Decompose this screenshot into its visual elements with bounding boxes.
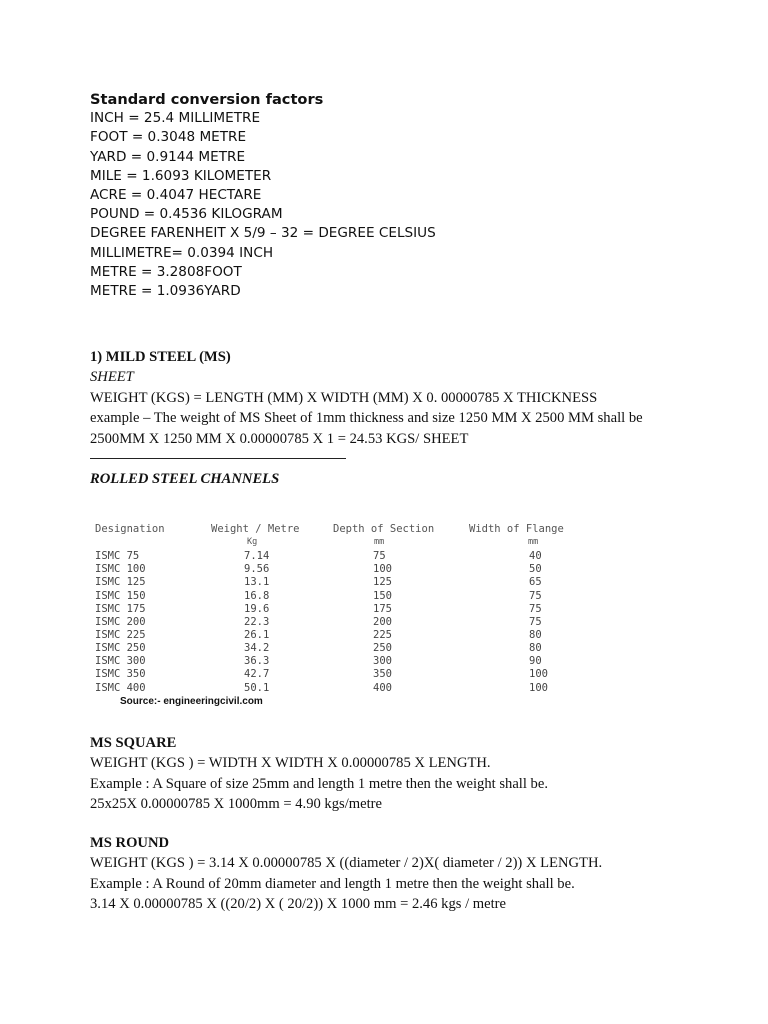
conversion-line: POUND = 0.4536 KILOGRAM: [90, 206, 283, 223]
sheet-example-line: example – The weight of MS Sheet of 1mm thickness and size 1250 MM X 2500 MM shall be: [90, 410, 643, 427]
cell-depth: 75: [373, 550, 386, 562]
conversion-line: FOOT = 0.3048 METRE: [90, 129, 247, 146]
cell-designation: ISMC 300: [95, 655, 146, 667]
cell-weight: 42.7: [244, 668, 270, 680]
conversion-section: [90, 90, 436, 301]
table-row: [89, 668, 589, 681]
mild-steel-section: [90, 347, 643, 449]
table-row: [89, 576, 589, 589]
cell-flange: 75: [529, 590, 542, 602]
cell-designation: ISMC 150: [95, 590, 146, 602]
ms-round-calc: 3.14 X 0.00000785 X ((20/2) X ( 20/2)) X 1000 mm = 2.46 kgs / metre: [90, 896, 507, 913]
conversion-line: METRE = 1.0936YARD: [90, 283, 241, 300]
cell-depth: 125: [373, 576, 392, 588]
cell-depth: 225: [373, 629, 392, 641]
cell-depth: 400: [373, 682, 392, 694]
column-header: Designation: [95, 523, 165, 535]
cell-weight: 50.1: [244, 682, 270, 694]
unit-label: Kg: [247, 537, 258, 547]
channels-heading: ROLLED STEEL CHANNELS: [90, 471, 280, 487]
cell-depth: 350: [373, 668, 392, 680]
cell-designation: ISMC 100: [95, 563, 146, 575]
cell-weight: 7.14: [244, 550, 270, 562]
cell-flange: 75: [529, 603, 542, 615]
table-row: [89, 629, 589, 642]
ms-square-example: Example : A Square of size 25mm and length 1 metre then the weight shall be.: [90, 775, 548, 792]
table-row: [89, 550, 589, 563]
cell-designation: ISMC 175: [95, 603, 146, 615]
unit-label: mm: [374, 537, 385, 547]
cell-weight: 34.2: [244, 642, 270, 654]
cell-weight: 16.8: [244, 590, 270, 602]
conversion-line: METRE = 3.2808FOOT: [90, 263, 242, 280]
cell-designation: ISMC 250: [95, 642, 146, 654]
ms-square-calc: 25x25X 0.00000785 X 1000mm = 4.90 kgs/metre: [90, 796, 382, 813]
ms-square-section: [90, 733, 548, 815]
conversion-line: DEGREE FARENHEIT X 5/9 – 32 = DEGREE CELSIUS: [90, 225, 436, 242]
cell-designation: ISMC 350: [95, 668, 146, 680]
column-header: Depth of Section: [333, 523, 435, 535]
table-row: [89, 616, 589, 629]
cell-flange: 100: [529, 668, 548, 680]
cell-weight: 19.6: [244, 603, 270, 615]
cell-depth: 300: [373, 655, 392, 667]
column-header: Width of Flange: [469, 523, 564, 535]
section-divider: [90, 458, 346, 459]
ms-round-heading: MS ROUND: [90, 835, 170, 851]
cell-weight: 26.1: [244, 629, 270, 641]
column-header: Weight / Metre: [211, 523, 300, 535]
cell-weight: 22.3: [244, 616, 270, 628]
table-row: [89, 590, 589, 603]
channels-section: [90, 469, 279, 489]
table-source: Source:- engineeringcivil.com: [120, 696, 263, 707]
cell-flange: 50: [529, 563, 542, 575]
table-header-row: [89, 523, 589, 536]
cell-depth: 175: [373, 603, 392, 615]
cell-depth: 200: [373, 616, 392, 628]
mild-steel-heading: 1) MILD STEEL (MS): [90, 349, 231, 365]
ms-square-heading: MS SQUARE: [90, 735, 177, 751]
cell-flange: 80: [529, 629, 542, 641]
cell-depth: 150: [373, 590, 392, 602]
table-row: [89, 563, 589, 576]
conversion-line: ACRE = 0.4047 HECTARE: [90, 187, 262, 204]
unit-label: mm: [528, 537, 539, 547]
table-row: [89, 655, 589, 668]
cell-flange: 65: [529, 576, 542, 588]
cell-flange: 40: [529, 550, 542, 562]
ms-round-formula: WEIGHT (KGS ) = 3.14 X 0.00000785 X ((diameter / 2)X( diameter / 2)) X LENGTH.: [90, 855, 603, 872]
table-units-row: [89, 536, 589, 549]
cell-designation: ISMC 75: [95, 550, 140, 562]
conversion-line: MILLIMETRE= 0.0394 INCH: [90, 244, 274, 261]
conversion-line: YARD = 0.9144 METRE: [90, 148, 246, 165]
cell-depth: 250: [373, 642, 392, 654]
cell-flange: 75: [529, 616, 542, 628]
cell-weight: 13.1: [244, 576, 270, 588]
table-row: [89, 603, 589, 616]
sheet-formula: WEIGHT (KGS) = LENGTH (MM) X WIDTH (MM) X 0. 00000785 X THICKNESS: [90, 389, 598, 406]
cell-designation: ISMC 225: [95, 629, 146, 641]
cell-weight: 9.56: [244, 563, 270, 575]
cell-flange: 80: [529, 642, 542, 654]
table-row: [89, 682, 589, 695]
ms-round-example: Example : A Round of 20mm diameter and length 1 metre then the weight shall be.: [90, 875, 575, 892]
ms-round-section: [90, 833, 602, 915]
cell-flange: 100: [529, 682, 548, 694]
conversion-heading: Standard conversion factors: [90, 91, 324, 108]
cell-designation: ISMC 200: [95, 616, 146, 628]
sheet-subheading: SHEET: [90, 369, 134, 386]
channels-table: [89, 518, 589, 716]
cell-flange: 90: [529, 655, 542, 667]
ms-square-formula: WEIGHT (KGS ) = WIDTH X WIDTH X 0.00000785 X LENGTH.: [90, 755, 491, 772]
conversion-line: INCH = 25.4 MILLIMETRE: [90, 110, 261, 127]
sheet-example-result: 2500MM X 1250 MM X 0.00000785 X 1 = 24.53 KGS/ SHEET: [90, 430, 469, 447]
conversion-line: MILE = 1.6093 KILOMETER: [90, 167, 272, 184]
cell-designation: ISMC 125: [95, 576, 146, 588]
cell-weight: 36.3: [244, 655, 270, 667]
cell-designation: ISMC 400: [95, 682, 146, 694]
table-row: [89, 642, 589, 655]
cell-depth: 100: [373, 563, 392, 575]
